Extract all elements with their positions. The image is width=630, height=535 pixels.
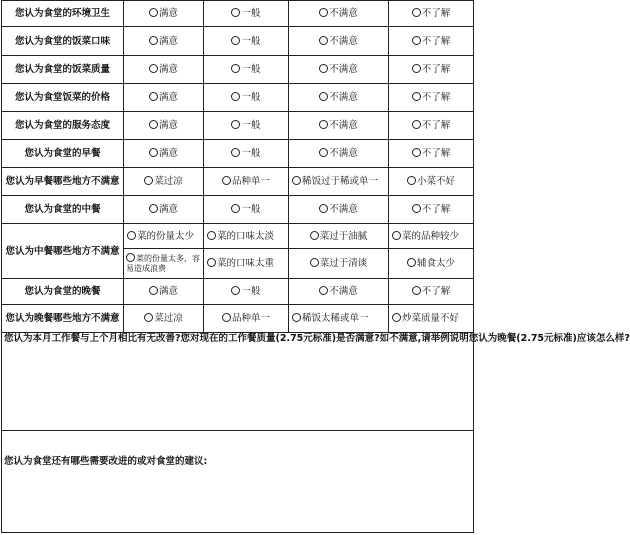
radio-circle-icon[interactable] — [231, 204, 240, 213]
comment-field-suggestions[interactable] — [2, 431, 474, 533]
option-satisfied[interactable]: 满意 — [124, 196, 204, 224]
radio-circle-icon[interactable] — [412, 92, 421, 101]
option-dissatisfied[interactable]: 不满意 — [289, 1, 389, 27]
question-label: 您认为中餐哪些地方不满意 — [2, 224, 124, 279]
option-dissatisfied[interactable]: 不满意 — [289, 112, 389, 140]
option-average[interactable]: 一般 — [204, 140, 289, 168]
survey-row-hygiene — [2, 1, 474, 27]
option-taste-too-bland[interactable]: 菜的口味太淡 — [204, 224, 289, 249]
option-unknown[interactable]: 不了解 — [389, 84, 474, 112]
question-label: 您认为晚餐哪些地方不满意 — [2, 305, 124, 333]
radio-circle-icon[interactable] — [392, 313, 401, 322]
option-porridge-issue[interactable]: 稀饭过于稀或单一 — [289, 168, 389, 196]
option-satisfied[interactable]: 满意 — [124, 140, 204, 168]
option-side-dish-bad[interactable]: 小菜不好 — [389, 168, 474, 196]
question-label: 您认为早餐哪些地方不满意 — [2, 168, 124, 196]
option-dissatisfied[interactable]: 不满意 — [289, 56, 389, 84]
option-portion-too-small[interactable]: 菜的份量太少 — [124, 224, 204, 249]
radio-circle-icon[interactable] — [412, 120, 421, 129]
radio-circle-icon[interactable] — [412, 148, 421, 157]
radio-circle-icon[interactable] — [319, 92, 328, 101]
radio-circle-icon[interactable] — [149, 204, 158, 213]
radio-circle-icon[interactable] — [207, 258, 216, 267]
option-little-variety[interactable]: 品种单一 — [204, 168, 289, 196]
survey-row-dinner-issues — [2, 305, 474, 333]
radio-circle-icon[interactable] — [407, 176, 416, 185]
question-label: 您认为食堂的晚餐 — [2, 279, 124, 305]
option-average[interactable]: 一般 — [204, 196, 289, 224]
survey-table — [1, 0, 630, 533]
radio-circle-icon[interactable] — [412, 36, 421, 45]
radio-circle-icon[interactable] — [319, 64, 328, 73]
option-stir-fry-bad[interactable]: 炒菜质量不好 — [389, 305, 474, 333]
radio-circle-icon[interactable] — [231, 8, 240, 17]
option-average[interactable]: 一般 — [204, 279, 289, 305]
survey-row-lunch-issues-a — [2, 224, 474, 249]
radio-circle-icon[interactable] — [231, 36, 240, 45]
radio-circle-icon[interactable] — [149, 286, 158, 295]
radio-circle-icon[interactable] — [412, 204, 421, 213]
radio-circle-icon[interactable] — [231, 92, 240, 101]
survey-row-quality — [2, 56, 474, 84]
radio-circle-icon[interactable] — [126, 253, 135, 262]
question-label: 您认为食堂的早餐 — [2, 140, 124, 168]
option-satisfied[interactable]: 满意 — [124, 1, 204, 27]
option-taste-too-heavy[interactable]: 菜的口味太重 — [204, 249, 289, 279]
radio-circle-icon[interactable] — [144, 313, 153, 322]
radio-circle-icon[interactable] — [149, 8, 158, 17]
radio-circle-icon[interactable] — [310, 231, 319, 240]
option-food-too-cold[interactable]: 菜过凉 — [124, 305, 204, 333]
question-label: 您认为食堂的服务态度 — [2, 112, 124, 140]
option-satisfied[interactable]: 满意 — [124, 279, 204, 305]
radio-circle-icon[interactable] — [144, 176, 153, 185]
radio-circle-icon[interactable] — [412, 286, 421, 295]
survey-row-lunch — [2, 196, 474, 224]
option-dissatisfied[interactable]: 不满意 — [289, 27, 389, 56]
option-unknown[interactable]: 不了解 — [389, 196, 474, 224]
radio-circle-icon[interactable] — [319, 120, 328, 129]
option-unknown[interactable]: 不了解 — [389, 279, 474, 305]
option-dissatisfied[interactable]: 不满意 — [289, 196, 389, 224]
survey-row-taste — [2, 27, 474, 56]
radio-circle-icon[interactable] — [231, 286, 240, 295]
question-label: 您认为食堂的中餐 — [2, 196, 124, 224]
option-average[interactable]: 一般 — [204, 84, 289, 112]
option-satisfied[interactable]: 满意 — [124, 84, 204, 112]
radio-circle-icon[interactable] — [127, 231, 136, 240]
radio-circle-icon[interactable] — [231, 120, 240, 129]
option-unknown[interactable]: 不了解 — [389, 140, 474, 168]
radio-circle-icon[interactable] — [149, 148, 158, 157]
question-label: 您认为食堂饭菜的价格 — [2, 84, 124, 112]
option-porridge-issue[interactable]: 稀饭太稀或单一 — [289, 305, 389, 333]
radio-circle-icon[interactable] — [149, 64, 158, 73]
radio-circle-icon[interactable] — [319, 148, 328, 157]
option-satisfied[interactable]: 满意 — [124, 112, 204, 140]
option-average[interactable]: 一般 — [204, 1, 289, 27]
option-satisfied[interactable]: 满意 — [124, 27, 204, 56]
survey-row-breakfast — [2, 140, 474, 168]
radio-circle-icon[interactable] — [412, 64, 421, 73]
comment-row-suggestions — [2, 431, 474, 533]
option-average[interactable]: 一般 — [204, 56, 289, 84]
radio-circle-icon[interactable] — [222, 176, 231, 185]
option-satisfied[interactable]: 满意 — [124, 56, 204, 84]
radio-circle-icon[interactable] — [319, 286, 328, 295]
radio-circle-icon[interactable] — [149, 36, 158, 45]
radio-circle-icon[interactable] — [231, 148, 240, 157]
radio-circle-icon[interactable] — [292, 313, 301, 322]
option-average[interactable]: 一般 — [204, 112, 289, 140]
option-unknown[interactable]: 不了解 — [389, 112, 474, 140]
comment-prompt: 您认为本月工作餐与上个月相比有无改善?您对现在的工作餐质量(2.75元标准)是否满意?如不满意,请举例说明您认为晚餐(2.75元标准)应该怎么样? — [4, 333, 630, 344]
option-unknown[interactable]: 不了解 — [389, 1, 474, 27]
radio-circle-icon[interactable] — [310, 258, 319, 267]
survey-row-service — [2, 112, 474, 140]
radio-circle-icon[interactable] — [207, 231, 216, 240]
survey-sheet — [1, 0, 630, 533]
survey-row-dinner — [2, 279, 474, 305]
comment-field-improvement[interactable] — [2, 333, 630, 431]
comment-row-improvement — [2, 333, 474, 431]
radio-circle-icon[interactable] — [412, 8, 421, 17]
radio-circle-icon[interactable] — [392, 231, 401, 240]
radio-circle-icon[interactable] — [149, 120, 158, 129]
option-portion-too-large[interactable]: 菜的份量太多，容易造成浪费 — [124, 249, 204, 279]
radio-circle-icon[interactable] — [292, 176, 301, 185]
survey-row-price — [2, 84, 474, 112]
radio-circle-icon[interactable] — [319, 36, 328, 45]
option-few-varieties[interactable]: 菜的品种较少 — [389, 224, 474, 249]
option-few-side-foods[interactable]: 辅食太少 — [389, 249, 474, 279]
option-too-oily[interactable]: 菜过于油腻 — [289, 224, 389, 249]
question-label: 您认为食堂的环境卫生 — [2, 1, 124, 27]
option-dissatisfied[interactable]: 不满意 — [289, 140, 389, 168]
survey-row-breakfast-issues — [2, 168, 474, 196]
radio-circle-icon[interactable] — [149, 92, 158, 101]
radio-circle-icon[interactable] — [222, 313, 231, 322]
radio-circle-icon[interactable] — [319, 8, 328, 17]
option-dissatisfied[interactable]: 不满意 — [289, 279, 389, 305]
question-label: 您认为食堂的饭菜口味 — [2, 27, 124, 56]
option-average[interactable]: 一般 — [204, 27, 289, 56]
option-unknown[interactable]: 不了解 — [389, 27, 474, 56]
option-too-light[interactable]: 菜过于清谈 — [289, 249, 389, 279]
comment-prompt: 您认为食堂还有哪些需要改进的或对食堂的建议: — [4, 456, 208, 467]
option-food-too-cold[interactable]: 菜过凉 — [124, 168, 204, 196]
option-unknown[interactable]: 不了解 — [389, 56, 474, 84]
option-little-variety[interactable]: 品种单一 — [204, 305, 289, 333]
radio-circle-icon[interactable] — [407, 258, 416, 267]
option-dissatisfied[interactable]: 不满意 — [289, 84, 389, 112]
question-label: 您认为食堂的饭菜质量 — [2, 56, 124, 84]
radio-circle-icon[interactable] — [319, 204, 328, 213]
radio-circle-icon[interactable] — [231, 64, 240, 73]
